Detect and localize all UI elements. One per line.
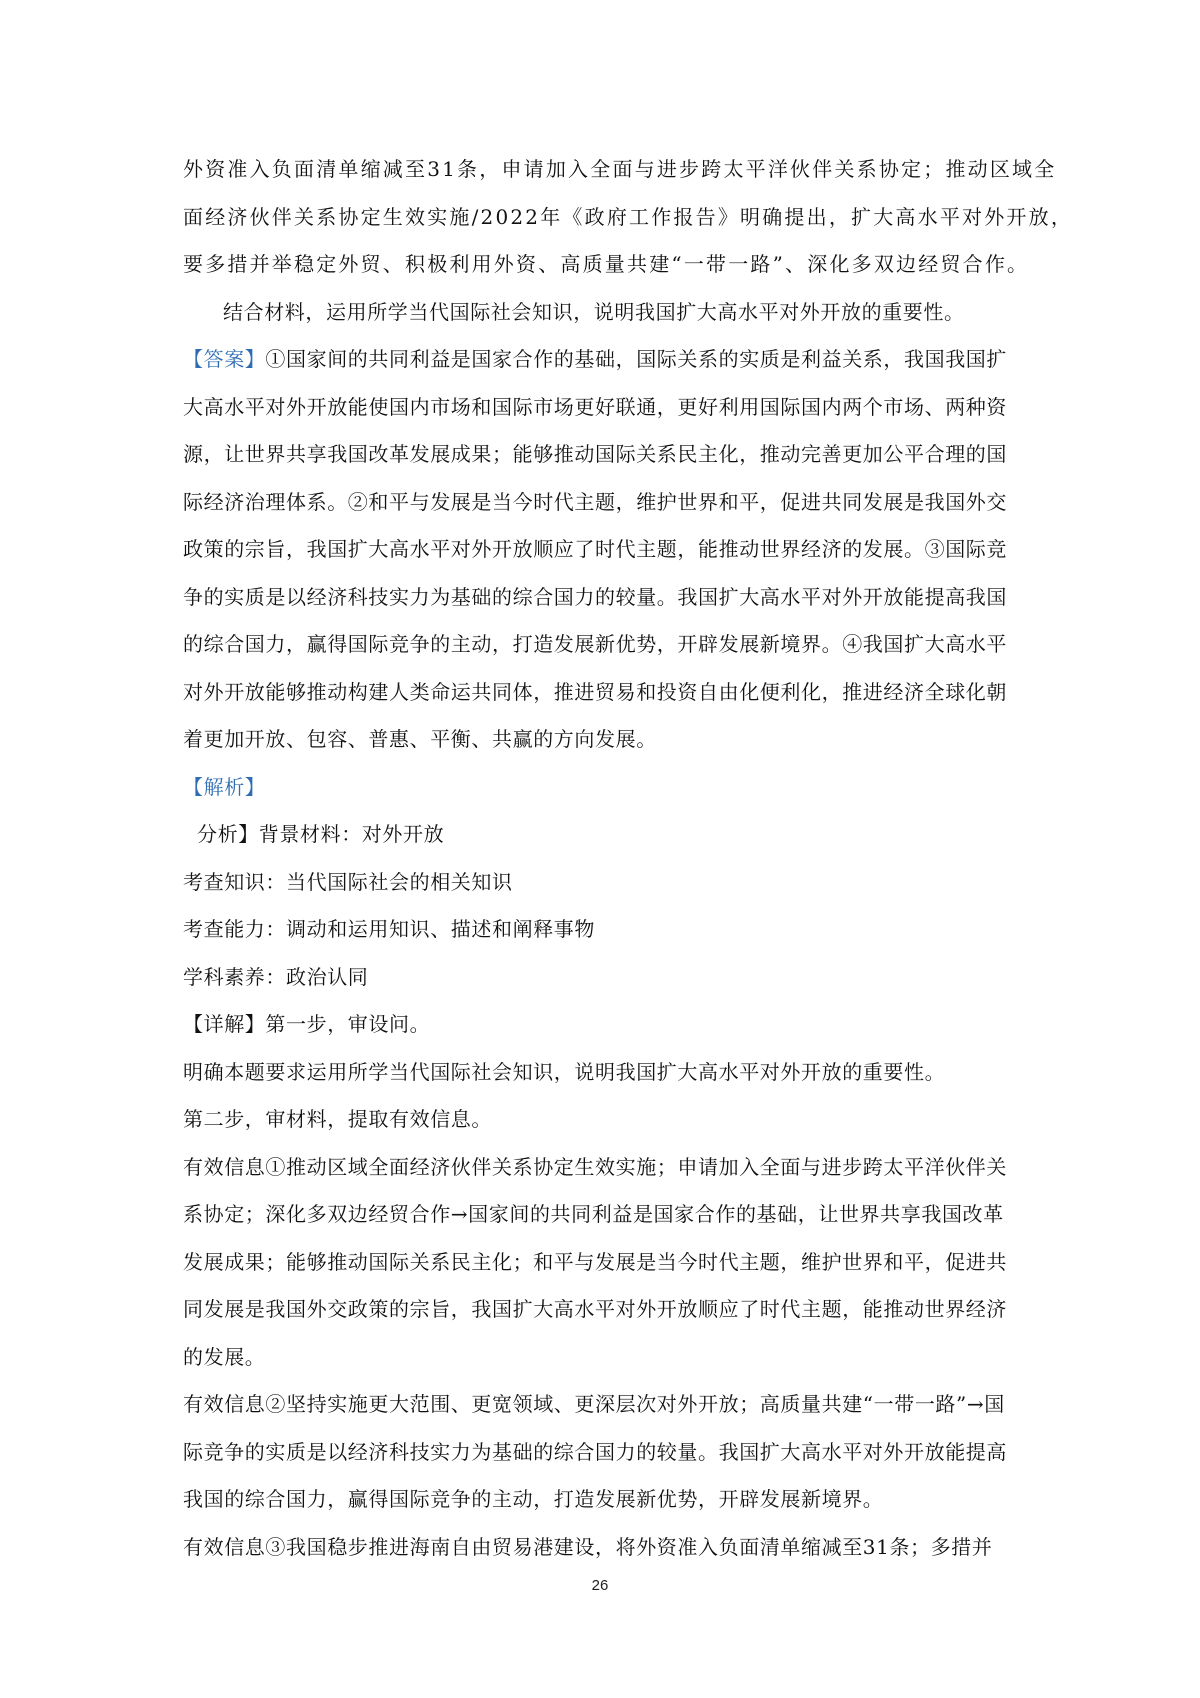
analysis-line: 学科素养：政治认同	[183, 964, 369, 989]
question-text: 结合材料，运用所学当代国际社会知识，说明我国扩大高水平对外开放的重要性。	[223, 299, 965, 324]
analysis-line: 第二步，审材料，提取有效信息。	[183, 1107, 492, 1131]
material-line: 外资准入负面清单缩减至31条，申请加入全面与进步跨太平洋伙伴关系协定；推动区域全	[183, 157, 1057, 181]
analysis-line: 际竞争的实质是以经济科技实力为基础的综合国力的较量。我国扩大高水平对外开放能提高	[183, 1439, 1007, 1464]
analysis-heading	[183, 764, 1023, 812]
analysis-line: 【详解】第一步，审设问。	[183, 1012, 431, 1036]
answer-line: 对外开放能够推动构建人类命运共同体，推进贸易和投资自由化便利化，推进经济全球化朝	[183, 679, 1007, 704]
answer-line: 政策的宗旨，我国扩大高水平对外开放顺应了时代主题，能推动世界经济的发展。③国际竞	[183, 537, 1007, 561]
answer-line: 争的实质是以经济科技实力为基础的综合国力的较量。我国扩大高水平对外开放能提高我国	[183, 584, 1007, 609]
answer-first-line	[183, 336, 1023, 384]
analysis-line: 有效信息①推动区域全面经济伙伴关系协定生效实施；申请加入全面与进步跨太平洋伙伴关	[183, 1154, 1007, 1179]
analysis-line: 发展成果；能够推动国际关系民主化；和平与发展是当今时代主题，维护世界和平，促进共	[183, 1249, 1007, 1274]
answer-line: 着更加开放、包容、普惠、平衡、共赢的方向发展。	[183, 727, 657, 751]
analysis-line: 我国的综合国力，赢得国际竞争的主动，打造发展新优势，开辟发展新境界。	[183, 1487, 884, 1511]
answer-line: 源，让世界共享我国改革发展成果；能够推动国际关系民主化，推动完善更加公平合理的国	[183, 442, 1007, 466]
analysis-line: 的发展。	[183, 1344, 266, 1369]
material-line: 面经济伙伴关系协定生效实施/2022年《政府工作报告》明确提出，扩大高水平对外开放，	[183, 204, 1074, 229]
analysis-line: 分析】背景材料：对外开放	[197, 822, 445, 846]
analysis-line: 有效信息②坚持实施更大范围、更宽领域、更深层次对外开放；高质量共建“一带一路”→国	[183, 1392, 1005, 1416]
material-line: 要多措并举稳定外贸、积极利用外资、高质量共建“一带一路”、深化多双边经贸合作。	[183, 252, 1030, 276]
answer-line: 大高水平对外开放能使国内市场和国际市场更好联通，更好利用国际国内两个市场、两种资	[183, 394, 1007, 419]
analysis-line: 系协定；深化多双边经贸合作→国家间的共同利益是国家合作的基础，让世界共享我国改革	[183, 1202, 1004, 1226]
page-content	[183, 146, 1074, 1571]
answer-line: 际经济治理体系。②和平与发展是当今时代主题，维护世界和平，促进共同发展是我国外交	[183, 489, 1007, 514]
analysis-line: 考查能力：调动和运用知识、描述和阐释事物	[183, 917, 595, 941]
analysis-line: 有效信息③我国稳步推进海南自由贸易港建设，将外资准入负面清单缩减至31条；多措并	[183, 1534, 993, 1559]
answer-tag: 【答案】	[183, 347, 266, 371]
answer-line: 的综合国力，赢得国际竞争的主动，打造发展新优势，开辟发展新境界。④我国扩大高水平	[183, 632, 1007, 656]
analysis-line: 明确本题要求运用所学当代国际社会知识，说明我国扩大高水平对外开放的重要性。	[183, 1059, 946, 1084]
analysis-line: 同发展是我国外交政策的宗旨，我国扩大高水平对外开放顺应了时代主题，能推动世界经济	[183, 1297, 1007, 1321]
page-number: 26	[591, 1577, 609, 1594]
analysis-line: 考查知识：当代国际社会的相关知识	[183, 869, 513, 894]
answer-text: ①国家间的共同利益是国家合作的基础，国际关系的实质是利益关系，我国我国扩	[265, 347, 1008, 371]
analysis-tag: 【解析】	[183, 774, 266, 799]
